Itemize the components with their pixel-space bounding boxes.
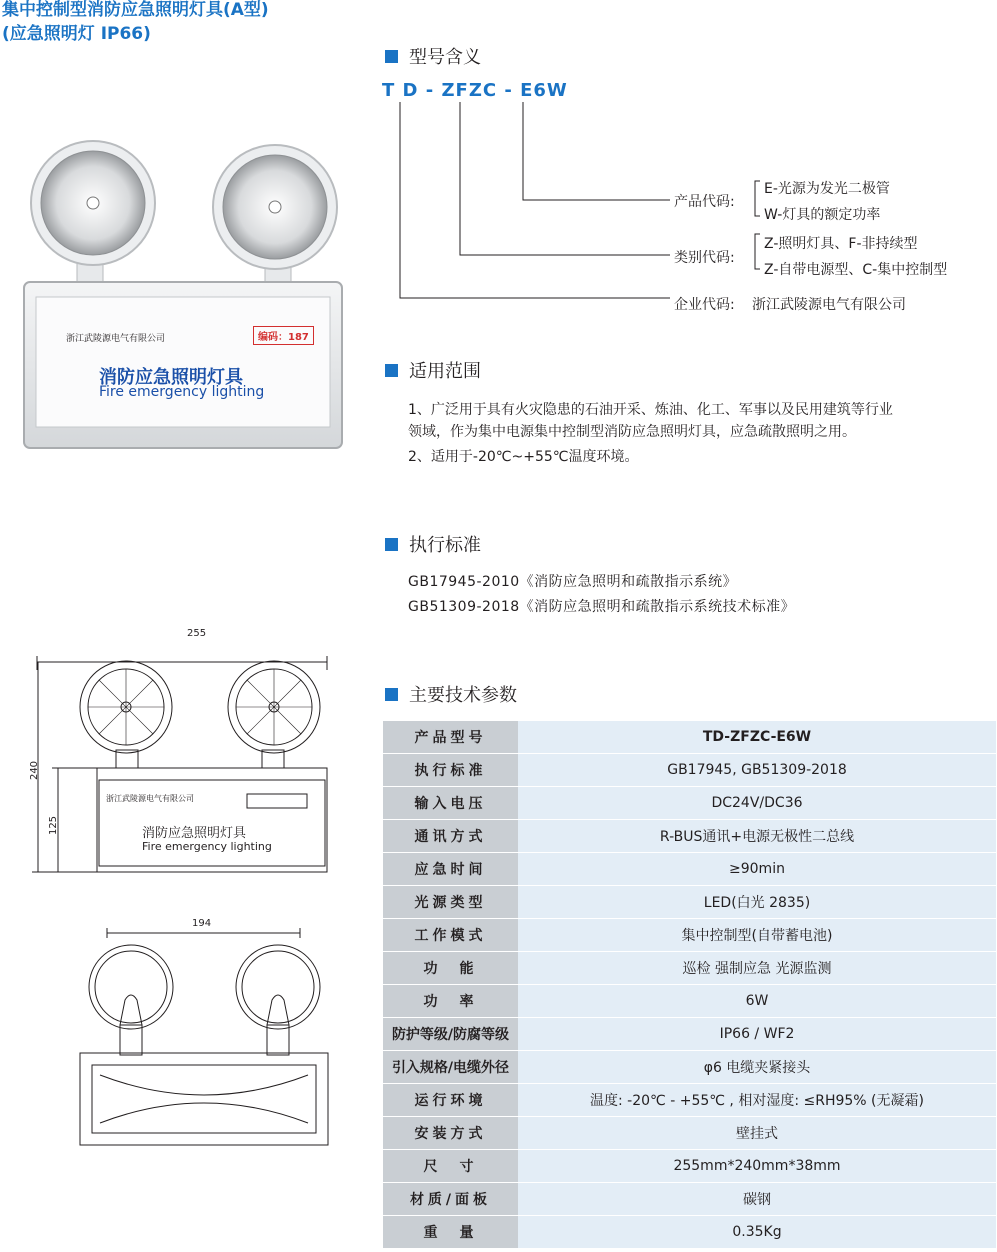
section-heading: 适用范围 [409, 361, 481, 382]
spec-key: 功 率 [383, 985, 518, 1018]
section-standards [385, 532, 481, 556]
spec-value: 255mm*240mm*38mm [518, 1150, 996, 1183]
section-heading: 主要技术参数 [409, 685, 517, 706]
spec-value: 壁挂式 [518, 1117, 996, 1150]
company-code-value: 浙江武陵源电气有限公司 [752, 297, 906, 313]
photo-name-en: Fire emergency lighting [99, 384, 265, 400]
drawing-name-en: Fire emergency lighting [142, 840, 272, 853]
standard-line: GB51309-2018《消防应急照明和疏散指示系统技术标准》 [408, 599, 796, 615]
table-row [383, 721, 996, 754]
table-row [383, 952, 996, 985]
section-heading: 型号含义 [409, 47, 481, 68]
spec-value: LED(白光 2835) [518, 886, 996, 919]
back-view-drawing [70, 925, 340, 1150]
spec-value: 温度: -20℃ - +55℃ , 相对湿度: ≤RH95% (无凝霜) [518, 1084, 996, 1117]
model-code: T D - ZFZC - E6W [382, 80, 568, 101]
product-photo [22, 135, 344, 450]
spec-key: 通讯方式 [383, 820, 518, 853]
spec-value: 集中控制型(自带蓄电池) [518, 919, 996, 952]
section-square-icon [385, 688, 398, 701]
category-code-line: Z-自带电源型、C-集中控制型 [764, 262, 948, 278]
table-row [383, 820, 996, 853]
spec-value: ≥90min [518, 853, 996, 886]
photo-code-badge: 编码：187 [253, 326, 314, 345]
spec-key: 输入电压 [383, 787, 518, 820]
spec-value: DC24V/DC36 [518, 787, 996, 820]
company-code-label: 企业代码: [674, 297, 735, 313]
spec-key: 引入规格/电缆外径 [383, 1051, 518, 1084]
table-row [383, 919, 996, 952]
spec-value: R-BUS通讯+电源无极性二总线 [518, 820, 996, 853]
table-row [383, 985, 996, 1018]
table-row [383, 1018, 996, 1051]
page-subtitle: (应急照明灯 IP66) [2, 24, 151, 44]
drawing-name-cn: 消防应急照明灯具 [142, 826, 247, 841]
code-brackets [750, 178, 762, 278]
section-scope [385, 358, 481, 382]
spec-key: 应急时间 [383, 853, 518, 886]
photo-company-label: 浙江武陵源电气有限公司 [66, 334, 166, 344]
spec-key: 产品型号 [383, 721, 518, 754]
section-square-icon [385, 364, 398, 377]
table-row [383, 1117, 996, 1150]
product-code-line: W-灯具的额定功率 [764, 207, 881, 223]
spec-value: 6W [518, 985, 996, 1018]
spec-table [383, 721, 996, 1249]
page-title: 集中控制型消防应急照明灯具(A型) [2, 0, 269, 20]
table-row [383, 1051, 996, 1084]
spec-key: 尺 寸 [383, 1150, 518, 1183]
body-height-dimension-label: 125 [48, 815, 60, 836]
category-code-label: 类别代码: [674, 250, 735, 266]
scope-line: 领域，作为集中电源集中控制型消防应急照明灯具，应急疏散照明之用。 [408, 424, 856, 440]
product-code-line: E-光源为发光二极管 [764, 181, 890, 197]
spec-value: 巡检 强制应急 光源监测 [518, 952, 996, 985]
spec-key: 材质/面板 [383, 1183, 518, 1216]
table-row [383, 853, 996, 886]
spec-value: 碳钢 [518, 1183, 996, 1216]
table-row [383, 1084, 996, 1117]
spec-key: 光源类型 [383, 886, 518, 919]
scope-line: 2、适用于-20℃~+55℃温度环境。 [408, 449, 639, 465]
height-dimension-label: 240 [29, 760, 41, 781]
spec-value: GB17945, GB51309-2018 [518, 754, 996, 787]
scope-line: 1、广泛用于具有火灾隐患的石油开采、炼油、化工、军事以及民用建筑等行业 [408, 402, 893, 418]
width-dimension-label: 255 [187, 628, 207, 639]
section-square-icon [385, 538, 398, 551]
spec-key: 执行标准 [383, 754, 518, 787]
product-code-label: 产品代码: [674, 194, 735, 210]
section-model-meaning [385, 44, 481, 68]
code-breakdown-lines [395, 100, 695, 310]
table-row [383, 754, 996, 787]
spec-key: 防护等级/防腐等级 [383, 1018, 518, 1051]
table-row [383, 886, 996, 919]
spec-key: 运行环境 [383, 1084, 518, 1117]
drawing-company-label: 浙江武陵源电气有限公司 [106, 794, 194, 803]
spec-value: 0.35Kg [518, 1216, 996, 1249]
table-row [383, 1216, 996, 1249]
table-row [383, 1150, 996, 1183]
section-heading: 执行标准 [409, 535, 481, 556]
spec-value: TD-ZFZC-E6W [518, 721, 996, 754]
spec-value: IP66 / WF2 [518, 1018, 996, 1051]
section-square-icon [385, 50, 398, 63]
back-width-dimension-label: 194 [192, 918, 212, 929]
section-specs [385, 682, 517, 706]
category-code-line: Z-照明灯具、F-非持续型 [764, 236, 918, 252]
spec-value: φ6 电缆夹紧接头 [518, 1051, 996, 1084]
table-row [383, 787, 996, 820]
table-row [383, 1183, 996, 1216]
spec-key: 重 量 [383, 1216, 518, 1249]
standard-line: GB17945-2010《消防应急照明和疏散指示系统》 [408, 574, 738, 590]
spec-key: 安装方式 [383, 1117, 518, 1150]
spec-key: 工作模式 [383, 919, 518, 952]
photo-name-cn: 消防应急照明灯具 [99, 367, 243, 388]
spec-key: 功 能 [383, 952, 518, 985]
